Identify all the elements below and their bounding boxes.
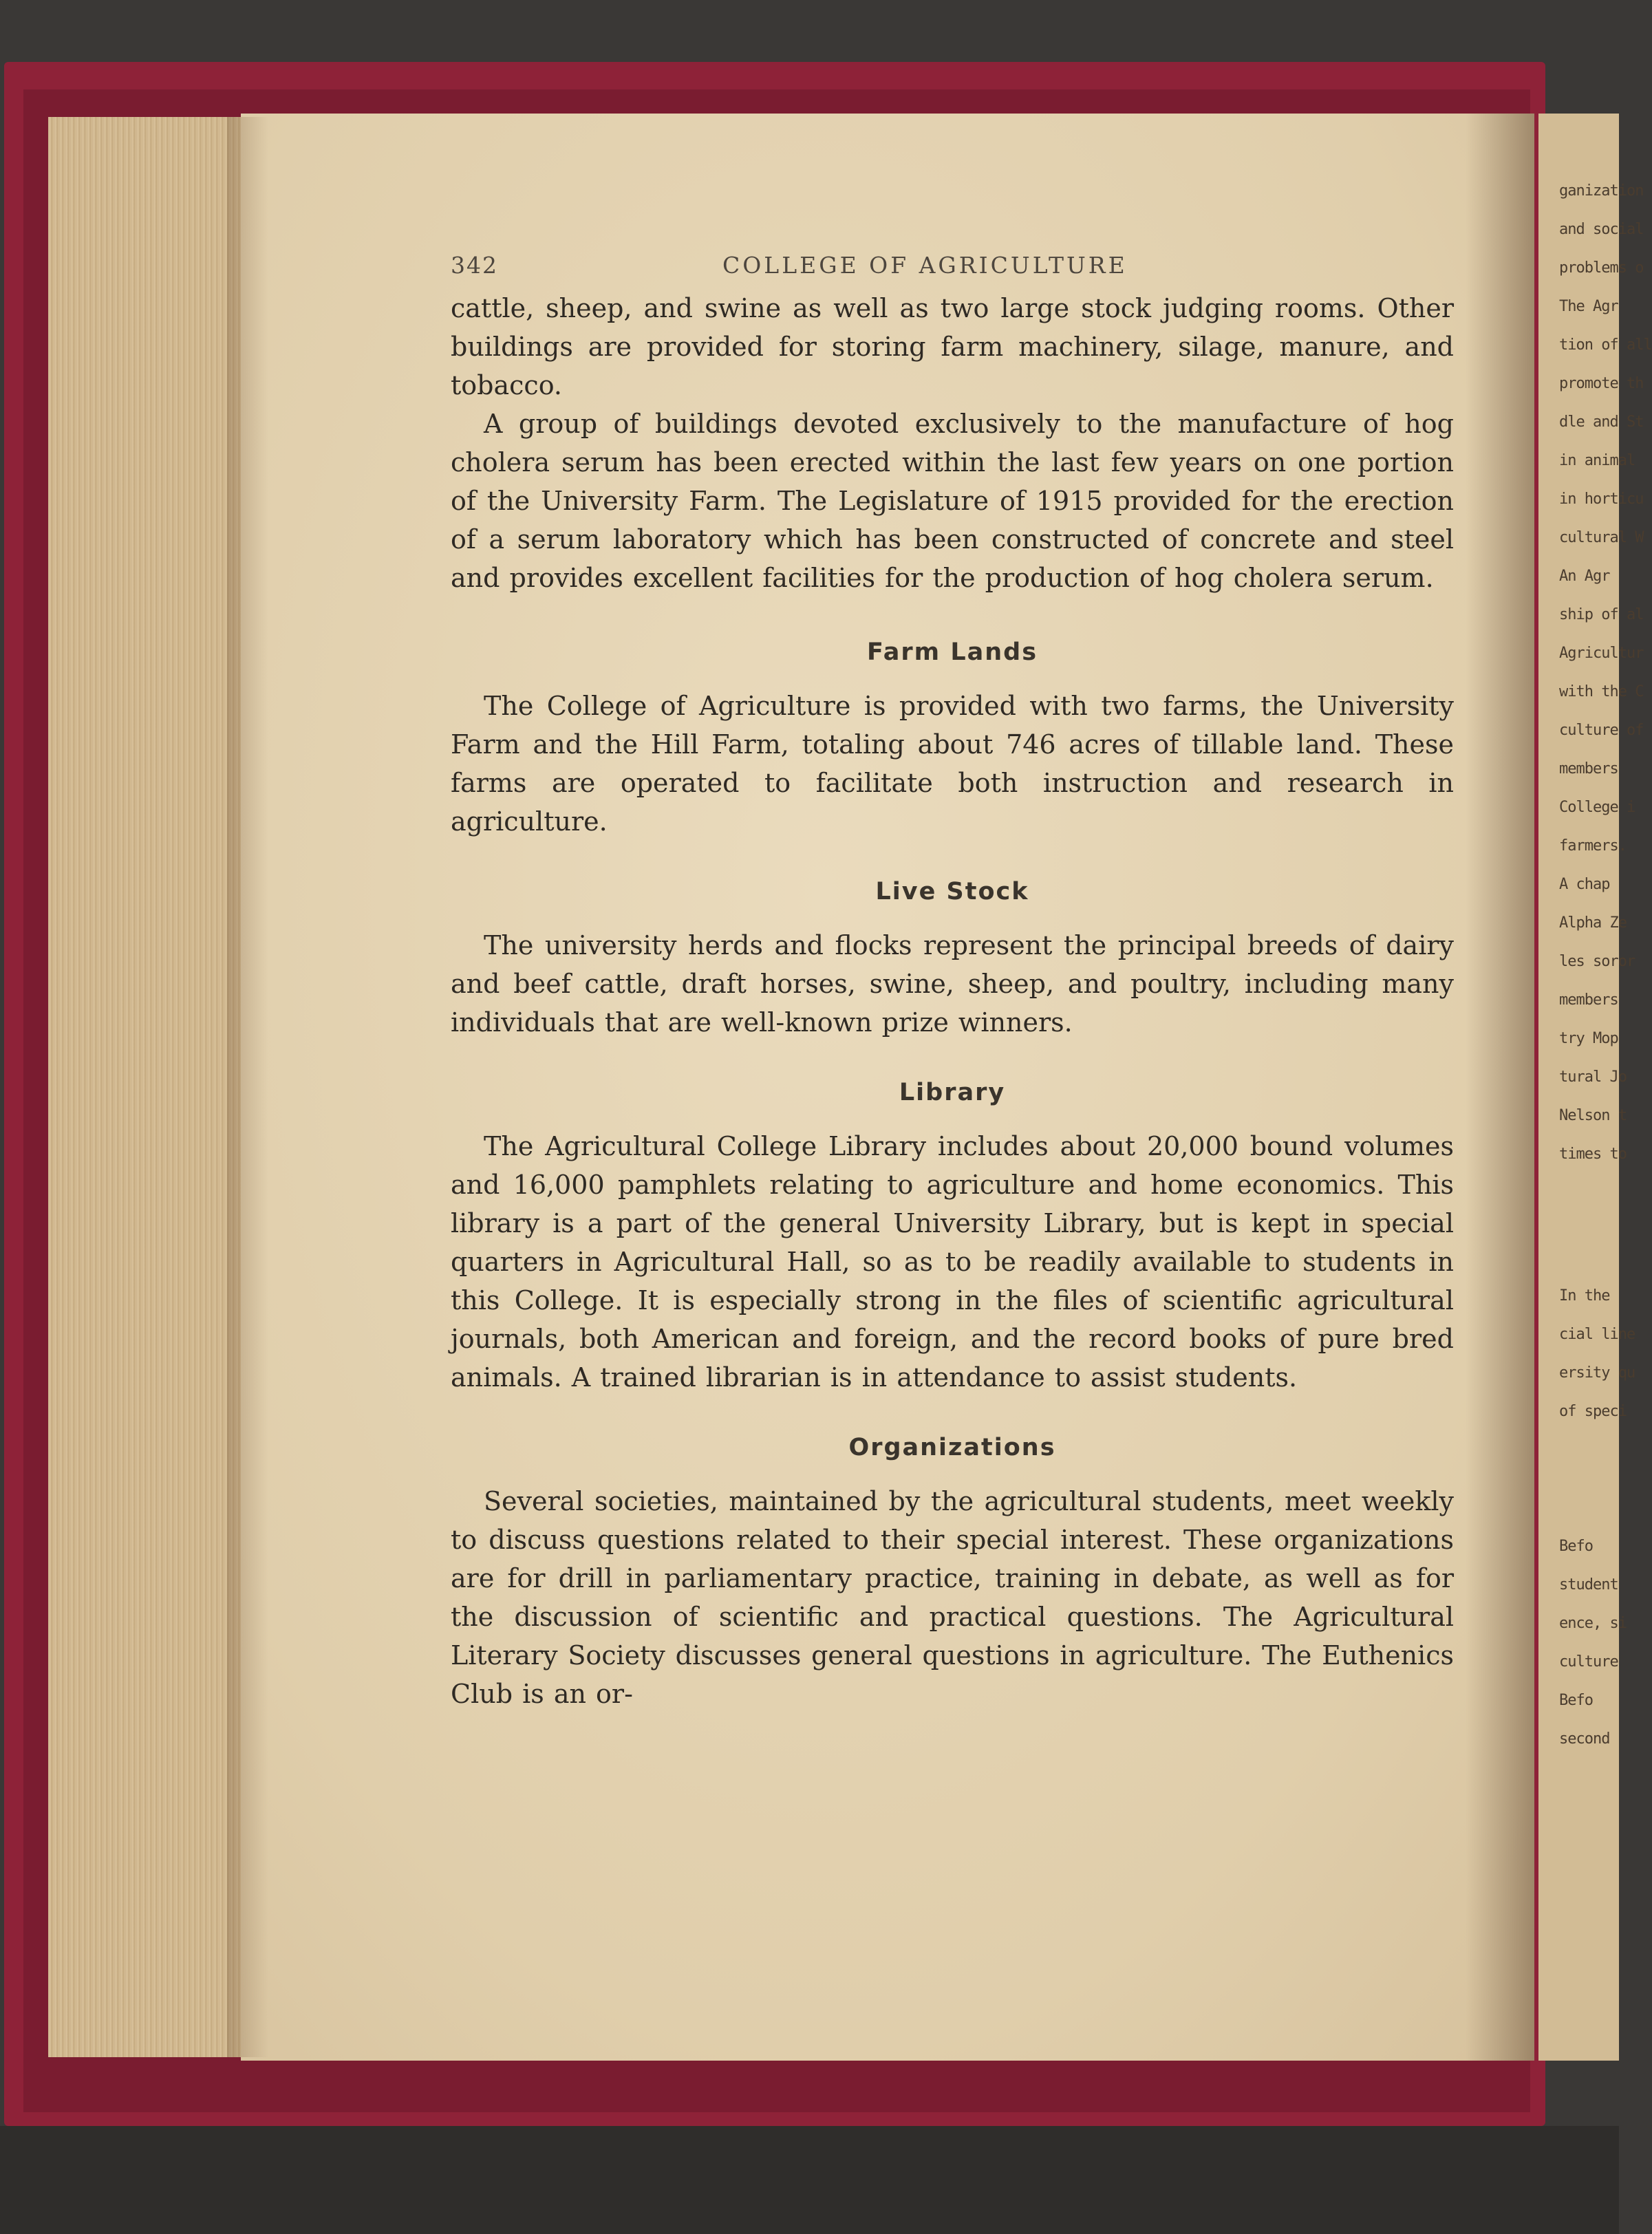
facing-page-fragment: and social	[1559, 221, 1644, 238]
facing-page-fragment: culture of	[1559, 722, 1644, 739]
facing-page-fragment: in animal	[1559, 452, 1635, 469]
facing-page-fragment: ersity qu	[1559, 1364, 1635, 1382]
facing-page-fragment: in horticu	[1559, 491, 1644, 508]
page-content	[451, 248, 1454, 1713]
facing-page-fragment: farmers.	[1559, 837, 1627, 855]
paragraph-intro-1: cattle, sheep, and swine as well as two large stock judging rooms. Other buildings are provided for storing farm machinery, silage, manure, and tobacco.	[451, 293, 1454, 400]
facing-page-fragment: members	[1559, 991, 1618, 1009]
facing-page-fragment: problems o	[1559, 259, 1644, 277]
facing-page-fragment: try Mop	[1559, 1030, 1618, 1047]
facing-page-fragment: Befo	[1559, 1692, 1593, 1709]
facing-page-fragment: promote th	[1559, 375, 1644, 392]
facing-page-fragment: cultural W	[1559, 529, 1644, 546]
heading-farm-lands: Farm Lands	[866, 638, 1038, 666]
facing-page	[1538, 114, 1652, 2061]
facing-page-fragment: Nelson t	[1559, 1107, 1627, 1124]
facing-page-fragment: dle and St	[1559, 413, 1644, 431]
running-head-title: COLLEGE OF AGRICULTURE	[722, 252, 1128, 279]
facing-page-fragment: tion of all	[1559, 336, 1652, 354]
heading-organizations: Organizations	[848, 1434, 1056, 1461]
facing-page-fragment: ship of al	[1559, 606, 1644, 623]
facing-page-fragment: les soror	[1559, 953, 1635, 970]
page-edges	[48, 117, 248, 2057]
facing-page-fragment: with the C	[1559, 683, 1644, 700]
facing-page-fragment: ganization	[1559, 182, 1644, 200]
facing-page-fragment: times to	[1559, 1146, 1627, 1163]
facing-page-fragment: College i	[1559, 799, 1635, 816]
paragraph-intro-2: A group of buildings devoted exclusively to the manufacture of hog cholera serum has been erected within the last few years on one portion of the University Farm. The Legislature of 1915 provided for the erection of a serum laboratory which has been constructed of concrete and steel and provides excellent facilities for the production of hog cholera serum.	[451, 409, 1454, 593]
facing-page-fragment: Agricultur	[1559, 645, 1644, 662]
paragraph-organizations: Several societies, maintained by the agricultural students, meet weekly to discuss questions related to their special interest. These organizations are for drill in parliamentary practice, training in debate, as well as for the discussion of scientific and practical questions. The Agricultural Literary Society discusses general questions in agriculture. The Euthenics Club is an or-	[451, 1486, 1454, 1709]
background-strip	[0, 2126, 1619, 2234]
page-gutter	[1466, 114, 1534, 2061]
paragraph-live-stock: The university herds and flocks represent the principal breeds of dairy and beef cattle, draft horses, swine, sheep, and poultry, including many individuals that are well-known prize winners.	[451, 930, 1454, 1038]
facing-page-fragment: student	[1559, 1576, 1618, 1593]
paragraph-library: The Agricultural College Library includes about 20,000 bound volumes and 16,000 pamphlets relating to agriculture and home economics. This library is a part of the general University Library, but is kept in special quarters in Agricultural Hall, so as to be readily available to students in this College. It is especially strong in the files of scientific agricultural journals, both American and foreign, and the record books of pure bred animals. A trained librarian is in attendance to assist students.	[451, 1131, 1454, 1393]
heading-library: Library	[899, 1079, 1006, 1106]
heading-live-stock: Live Stock	[875, 878, 1029, 905]
facing-page-fragment: cial line	[1559, 1326, 1635, 1343]
facing-page-fragment: Alpha Ze	[1559, 914, 1627, 932]
facing-page-fragment: In the	[1559, 1287, 1610, 1304]
facing-page-fragment: ence, si	[1559, 1615, 1627, 1632]
page-number: 342	[451, 252, 498, 279]
paragraph-farm-lands: The College of Agriculture is provided with two farms, the University Farm and the Hill Farm, totaling about 746 acres of tillable land. These farms are operated to facilitate both instruction and research in agriculture.	[451, 691, 1454, 837]
facing-page-fragment: Befo	[1559, 1538, 1593, 1555]
running-head	[451, 248, 1454, 282]
facing-page-fragment: second	[1559, 1730, 1610, 1748]
facing-page-fragment: The Agr	[1559, 298, 1618, 315]
facing-page-fragment: tural Jo	[1559, 1068, 1627, 1086]
page-edge-shadow	[227, 117, 268, 2057]
facing-page-fragment: An Agr	[1559, 568, 1610, 585]
facing-page-fragment: A chap	[1559, 876, 1610, 893]
facing-page-fragment: members	[1559, 760, 1618, 777]
facing-page-fragment: of speci	[1559, 1403, 1627, 1420]
facing-page-fragment: culture	[1559, 1653, 1618, 1671]
